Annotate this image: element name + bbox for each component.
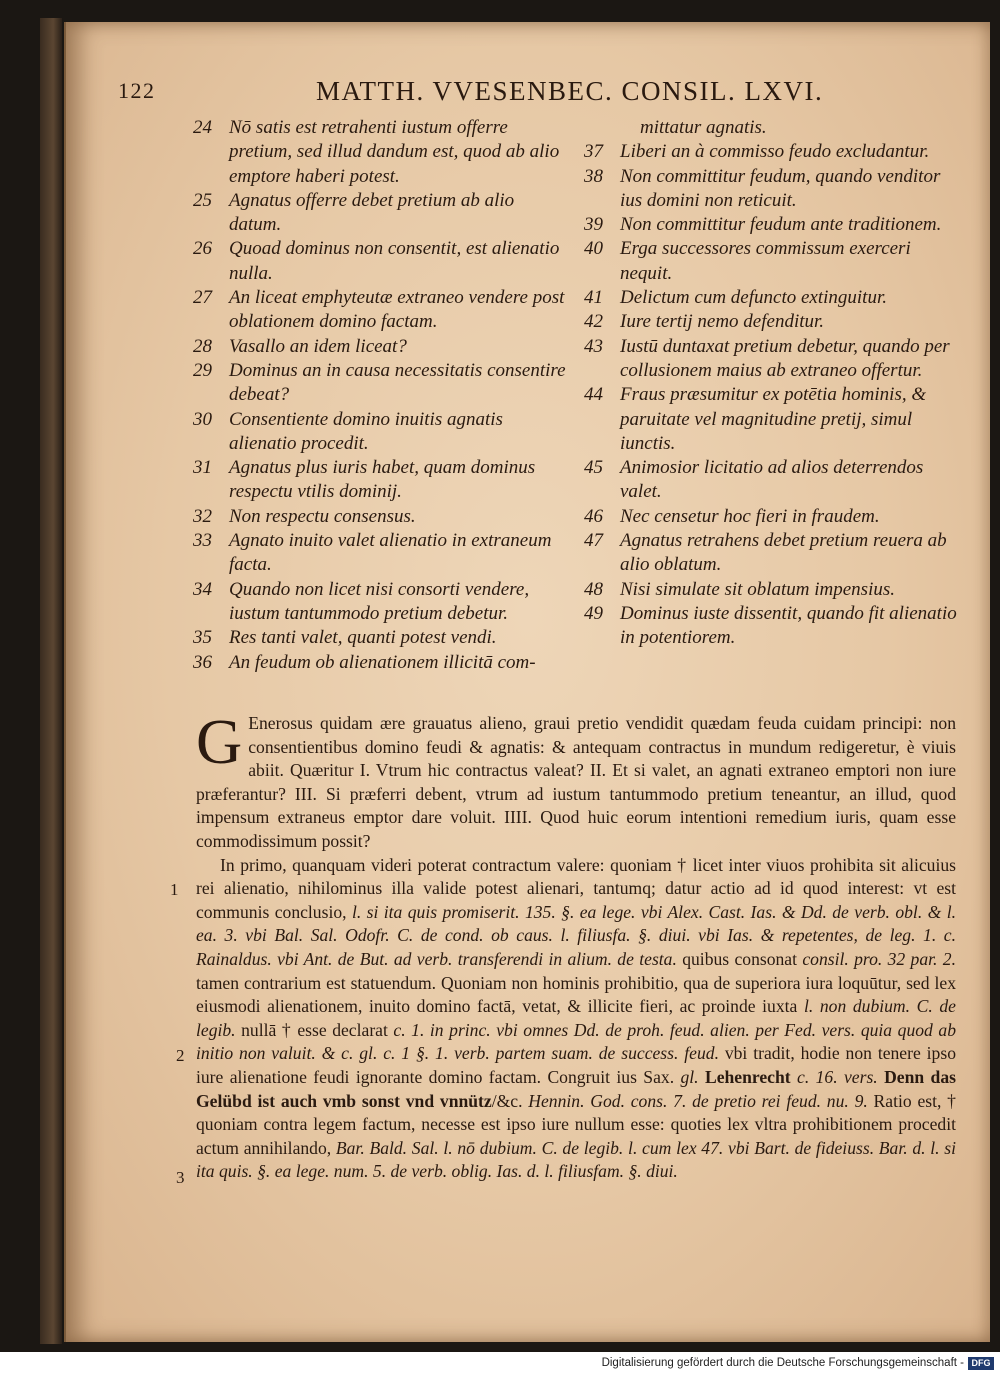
index-entry [584, 456, 964, 505]
index-entry-text: Agnato inuito valet alienatio in extraneum facta. [229, 530, 552, 576]
index-entry-number: 34 [193, 578, 212, 600]
index-entry [584, 335, 964, 384]
index-entry-number: 38 [584, 165, 603, 187]
index-entry [193, 456, 571, 505]
index-entry [193, 359, 571, 408]
index-entry-text: Dominus iuste dissentit, quando fit alienatio in potentiorem. [620, 602, 957, 649]
index-entry [193, 578, 571, 627]
dfg-logo: DFG [968, 1357, 994, 1370]
citation: Bar. Bald. Sal. l. nō dubium. C. de legib. l. cum lex 47. vbi Bart. de fideiuss. Bar. d. l. si ita quis. §. ea lege. num. 5. de verb. oblig. Ias. d. l. filiusfam. §. diui. [196, 1137, 957, 1182]
drop-cap: G [196, 706, 243, 777]
index-entry-number: 31 [193, 457, 212, 479]
index-entry [193, 237, 571, 286]
answer-text: nullā † esse declarat [235, 1019, 394, 1040]
index-entry [584, 165, 964, 214]
index-continuation: mittatur agnatis. [640, 117, 767, 138]
answer-text: Ratio est, † quoniam contra legem factum, necesse est ipso iure nullum esse: quoties lex vltra prohibitionem procedit actum annihilando, [196, 1090, 956, 1158]
index-entry [584, 286, 964, 310]
index-entry-text: Non committitur feudum, quando venditor ius domini non reticuit. [620, 165, 941, 211]
citation: c. 16. vers. [790, 1066, 885, 1087]
index-entry-text: Nec censetur hoc fieri in fraudem. [620, 505, 880, 527]
index-entry-number: 25 [193, 189, 212, 211]
index-entry-number: 43 [584, 335, 603, 357]
index-entry [584, 310, 964, 334]
answer-text: tamen contrarium est statuendum. Quoniam non hominis prohibitio, qua de superiora iura loquūtur, sed lex eiusmodi alienationem, inuito domino factā, vetat, & illicite fieri, ac proinde iuxta [196, 972, 956, 1017]
index-entry [584, 505, 964, 529]
index-entry [584, 140, 964, 164]
index-entry [584, 578, 964, 602]
answer-text: vbi tradit, hodie non tenere ipso iure alienatione feudi ignorante domino factam. Congruit ius Sax. [196, 1043, 956, 1087]
index-entry-number: 35 [193, 627, 212, 649]
margin-number: 1 [170, 880, 179, 899]
index-entry-text: Vasallo an idem liceat? [229, 335, 407, 357]
index-entry-text: Non respectu consensus. [229, 505, 416, 527]
german-quote: Denn das Gelübd ist auch vmb sonst vnd vnnütz [196, 1066, 956, 1111]
margin-number: 3 [176, 1168, 185, 1187]
index-entry-text: Consentiente domino inuitis agnatis alienatio procedit. [229, 408, 503, 454]
index-entry-text: Delictum cum defuncto extinguitur. [620, 287, 887, 309]
index-entry-text: Non committitur feudum ante traditionem. [620, 214, 942, 236]
index-entry [584, 529, 964, 578]
question-text: Enerosus quidam ære grauatus alieno, graui pretio vendidit quædam feuda cuidam principi: non consentientibus domino feudi & agnatis: & antequam contractus in mundum redigeretur, è viuis abiit. Quæritur I. Vtrum hic contractus valeat? II. Et si valet, an agnati extraneo emptori non iure præferantur? III. Si præferri debent, vtrum ad iustum tantummodo pretium teneantur, an illud, quod impensum extraneus emptor dare voluit. IIII. Quod huic eorum intentioni remedium iuris, quam esse commodissimum possit? [196, 713, 956, 851]
index-entry-text: Nisi simulate sit oblatum impensius. [620, 578, 895, 600]
index-entry-number: 41 [584, 287, 603, 309]
index-entry-text: Quando non licet nisi consorti vendere, iustum tantummodo pretium debetur. [229, 578, 530, 624]
answer-text: /&c. [491, 1090, 529, 1111]
index-column-left [193, 116, 571, 675]
index-entry-number: 30 [193, 408, 212, 430]
index-entry-text: Iure tertij nemo defenditur. [620, 311, 825, 333]
index-entry [193, 189, 571, 238]
index-entry [193, 529, 571, 578]
answer-text: quibus consonat [676, 948, 803, 969]
index-entry-number: 33 [193, 530, 212, 552]
citation: l. si ita quis promiserit. 135. §. ea lege. vbi Alex. Cast. Ias. & Dd. de verb. obl. & l. ea. 3. vbi Bal. Sal. Odofr. C. de cond. ob caus. l. filiusfa. §. diui. vbi Ias. & repetentes, de leg. 1. c. Rainaldus. vbi Ant. de But. ad verb. transferendi in alium. de testa. [196, 901, 956, 969]
index-entry-text: Erga successores commissum exerceri nequit. [620, 238, 911, 284]
index-entry-text: Animosior licitatio ad alios deterrendos valet. [620, 457, 924, 503]
answer-paragraph [196, 854, 956, 1184]
citation: l. non dubium. C. de legib. [196, 996, 956, 1040]
margin-number: 2 [176, 1046, 185, 1065]
index-entry-number: 32 [193, 505, 212, 527]
index-entry-text: Agnatus offerre debet pretium ab alio datum. [229, 189, 515, 236]
citation: consil. pro. 32 par. 2. [802, 948, 956, 969]
index-entry [193, 626, 571, 650]
citation: Hennin. God. cons. 7. de pretio rei feud. nu. 9. [528, 1090, 868, 1111]
index-entry-number: 44 [584, 384, 603, 406]
index-entry-number: 36 [193, 651, 212, 673]
index-entry [584, 213, 964, 237]
index-entry [193, 651, 571, 675]
index-entry-text: An liceat emphyteutæ extraneo vendere post oblationem domino factam. [229, 287, 565, 333]
index-entry-text: Res tanti valet, quanti potest vendi. [229, 627, 497, 649]
index-entry-text: Nō satis est retrahenti iustum offerre pretium, sed illud dandum est, quod ab alio emptore haberi potest. [229, 117, 560, 187]
index-entry-text: Liberi an à commisso feudo excludantur. [620, 141, 930, 163]
answer-text: In primo, quanquam videri poterat contractum valere: quoniam † licet inter viuos prohibita sit alicuius rei alienatio, nihilominus illa valide potest alienari, tantumq; datur actio ad id quod interest: vt est communis conclusio, [196, 854, 956, 922]
index-entry-number: 40 [584, 238, 603, 260]
index-entry-text: Iustū duntaxat pretium debetur, quando per collusionem maius ab extraneo offertur. [620, 335, 950, 381]
question-paragraph [196, 706, 956, 854]
index-entry-text: Quoad dominus non consentit, est alienatio nulla. [229, 238, 560, 284]
page-number: 122 [118, 78, 156, 103]
index-entry-number: 27 [193, 287, 212, 309]
running-title: MATTH. VVESENBEC. CONSIL. LXVI. [316, 76, 824, 106]
index-entry-number: 47 [584, 530, 603, 552]
index-entry [193, 116, 571, 189]
index-entry [193, 286, 571, 335]
book-binding [40, 18, 62, 1344]
index-entry-number: 24 [193, 117, 212, 138]
index-entry-text: Agnatus plus iuris habet, quam dominus respectu vtilis dominij. [229, 457, 536, 503]
index-entry [193, 408, 571, 457]
index-entry [584, 602, 964, 651]
index-column-right [584, 116, 964, 651]
index-entry-number: 26 [193, 238, 212, 260]
main-text [196, 706, 957, 1184]
index-entry-number: 45 [584, 457, 603, 479]
page-header [118, 76, 918, 116]
index-entry-number: 37 [584, 141, 603, 163]
citation: c. 1. in princ. vbi omnes Dd. de proh. feud. alien. per Fed. vers. quia quod ab initio non valuit. & c. gl. c. 1 §. 1. verb. partem suam. de success. feud. [196, 1019, 956, 1064]
index-entry-number: 39 [584, 214, 603, 236]
index-entry [193, 505, 571, 529]
index-entry-number: 42 [584, 311, 603, 333]
index-entry-number: 29 [193, 359, 212, 381]
index-entry-text: Dominus an in causa necessitatis consentire debeat? [229, 359, 566, 406]
citation: gl. [680, 1066, 705, 1087]
index-entry-number: 49 [584, 602, 603, 624]
index-entry-number: 46 [584, 505, 603, 527]
index-entry [584, 237, 964, 286]
german-term: Lehenrecht [704, 1066, 791, 1087]
index-entry-text: Fraus præsumitur ex potētia hominis, & paruitate vel magnitudine pretij, simul iunctis. [620, 384, 927, 454]
footer-credit: Digitalisierung gefördert durch die Deutsche Forschungsgemeinschaft - [601, 1357, 964, 1369]
index-entry-text: An feudum ob alienationem illicitā com- [229, 651, 536, 673]
index-entry-text: Agnatus retrahens debet pretium reuera ab alio oblatum. [620, 530, 947, 576]
index-entry-number: 48 [584, 578, 603, 600]
index-entry [193, 335, 571, 359]
index-entry-number: 28 [193, 335, 212, 357]
footer-bar [0, 1352, 1000, 1376]
index-entry [584, 383, 964, 456]
